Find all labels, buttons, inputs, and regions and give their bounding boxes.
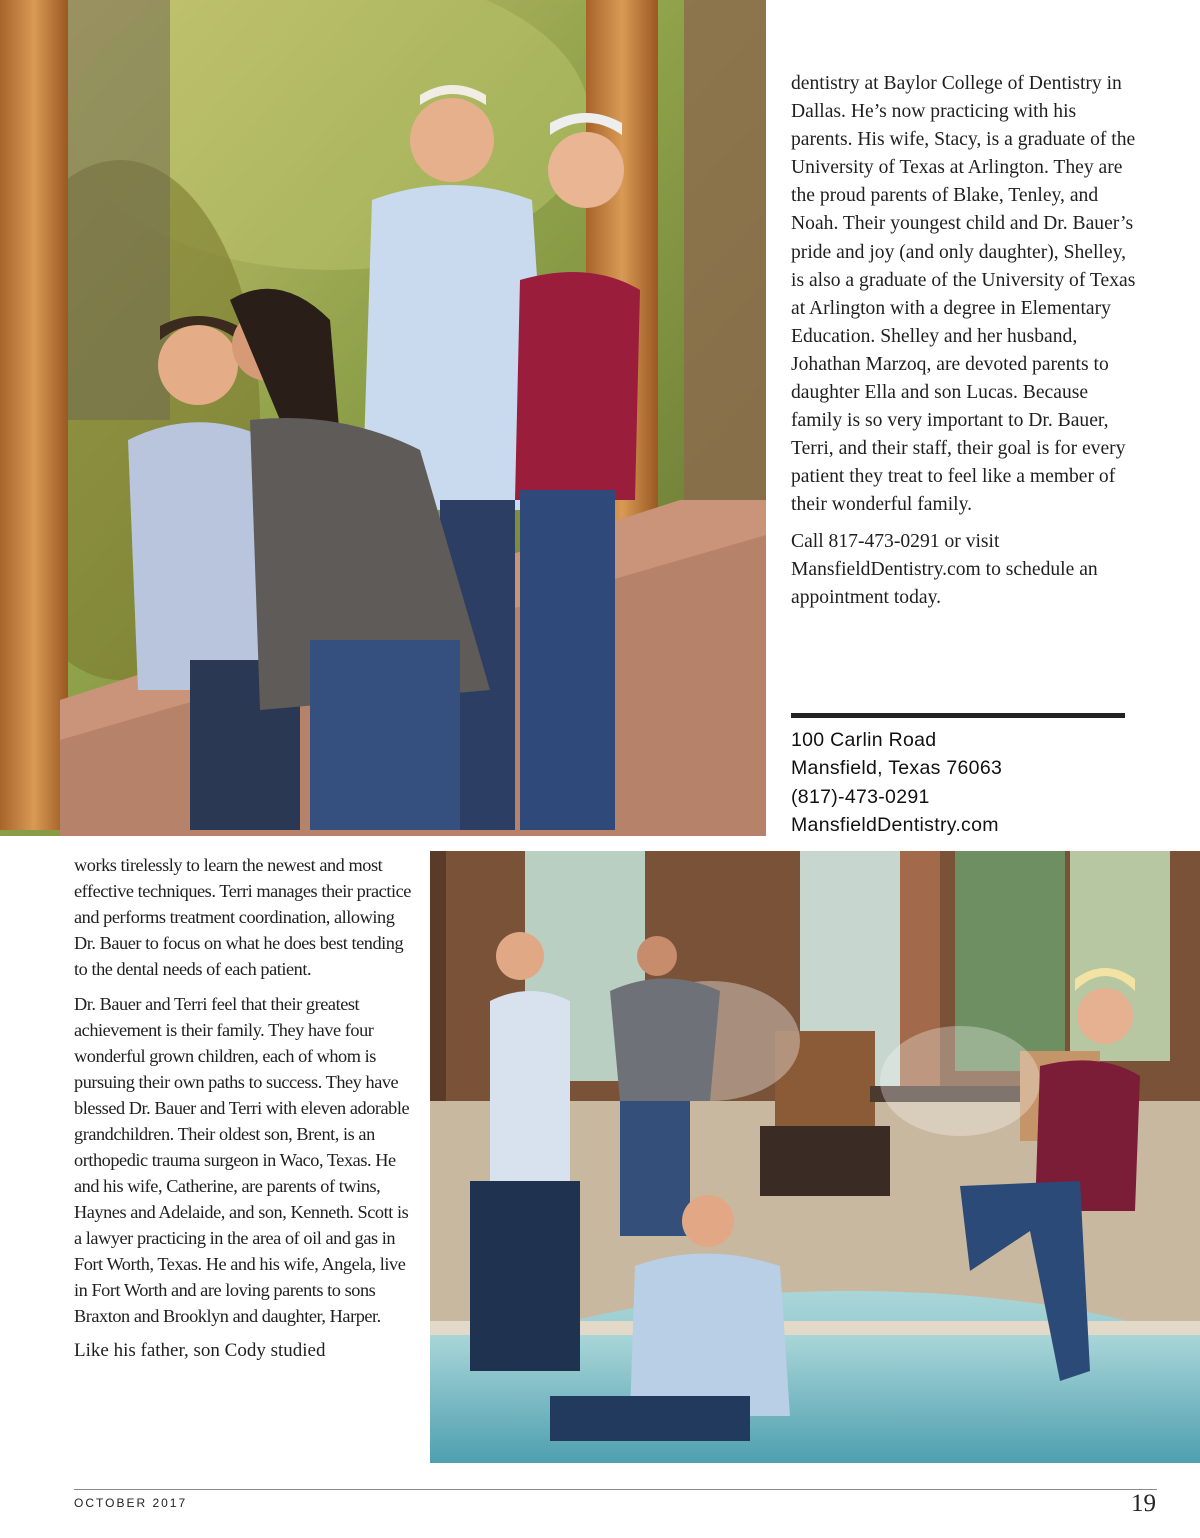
article-paragraph: Dr. Bauer and Terri feel that their greatest achievement is their family. They have four wonderful grown children, each of whom is pursuing their own paths to success. They have blessed Dr. Bauer and Terri with eleven adorable grandchildren. Their oldest son, Brent, is an orthopedic trauma surgeon in Waco, Texas. He and his wife, Catherine, are parents of twins, Haynes and Adelaide, and son, Kenneth. Scott is a lawyer practicing in the area of oil and gas in Fort Worth, Texas. He and his wife, Angela, live in Fort Worth and are loving parents to sons Braxton and Brooklyn and daughter, Harper. — [74, 994, 410, 1326]
issue-date: OCTOBER 2017 — [74, 1496, 188, 1510]
city-state-zip: Mansfield, Texas 76063 — [791, 757, 1003, 780]
article-paragraph: dentistry at Baylor College of Dentistry in Dallas. He’s now practicing with his parents. His wife, Stacy, is a graduate of the University of Texas at Arlington. They are the proud parents of Blake, Tenley, and Noah. Their youngest child and Dr. Bauer’s pride and joy (and only daughter), Shelley, is also a graduate of the University of Texas at Arlington with a degree in Elementary Education. Shelley and her husband, Johathan Marzoq, are devoted parents to daughter Ella and son Lucas. Because family is so very important to Dr. Bauer, Terri, and their staff, their goal is for every patient they treat to feel like a member of their wonderful family. — [791, 73, 1136, 516]
pool-splash-illustration — [430, 851, 1200, 1463]
phone-number: (817)-473-0291 — [791, 785, 930, 808]
pool-splash-photo — [430, 851, 1200, 1463]
article-column-bottom — [74, 852, 414, 1364]
article-column-top — [791, 70, 1136, 612]
page-number: 19 — [1131, 1490, 1156, 1517]
contact-block — [791, 726, 1131, 839]
contact-divider — [791, 713, 1125, 718]
family-portrait-photo — [0, 0, 766, 836]
website-link[interactable]: MansfieldDentistry.com — [791, 813, 999, 836]
footer-divider — [74, 1489, 1157, 1490]
article-paragraph: Like his father, son Cody studied — [74, 1340, 326, 1361]
article-paragraph: works tirelessly to learn the newest and most effective techniques. Terri manages their practice and performs treatment coordination, allowing Dr. Bauer to focus on what he does best tending to the dental needs of each patient. — [74, 855, 411, 979]
family-portrait-illustration — [0, 0, 766, 836]
call-to-action-paragraph: Call 817-473-0291 or visit MansfieldDentistry.com to schedule an appointment today. — [791, 530, 1098, 608]
street-address: 100 Carlin Road — [791, 729, 937, 751]
